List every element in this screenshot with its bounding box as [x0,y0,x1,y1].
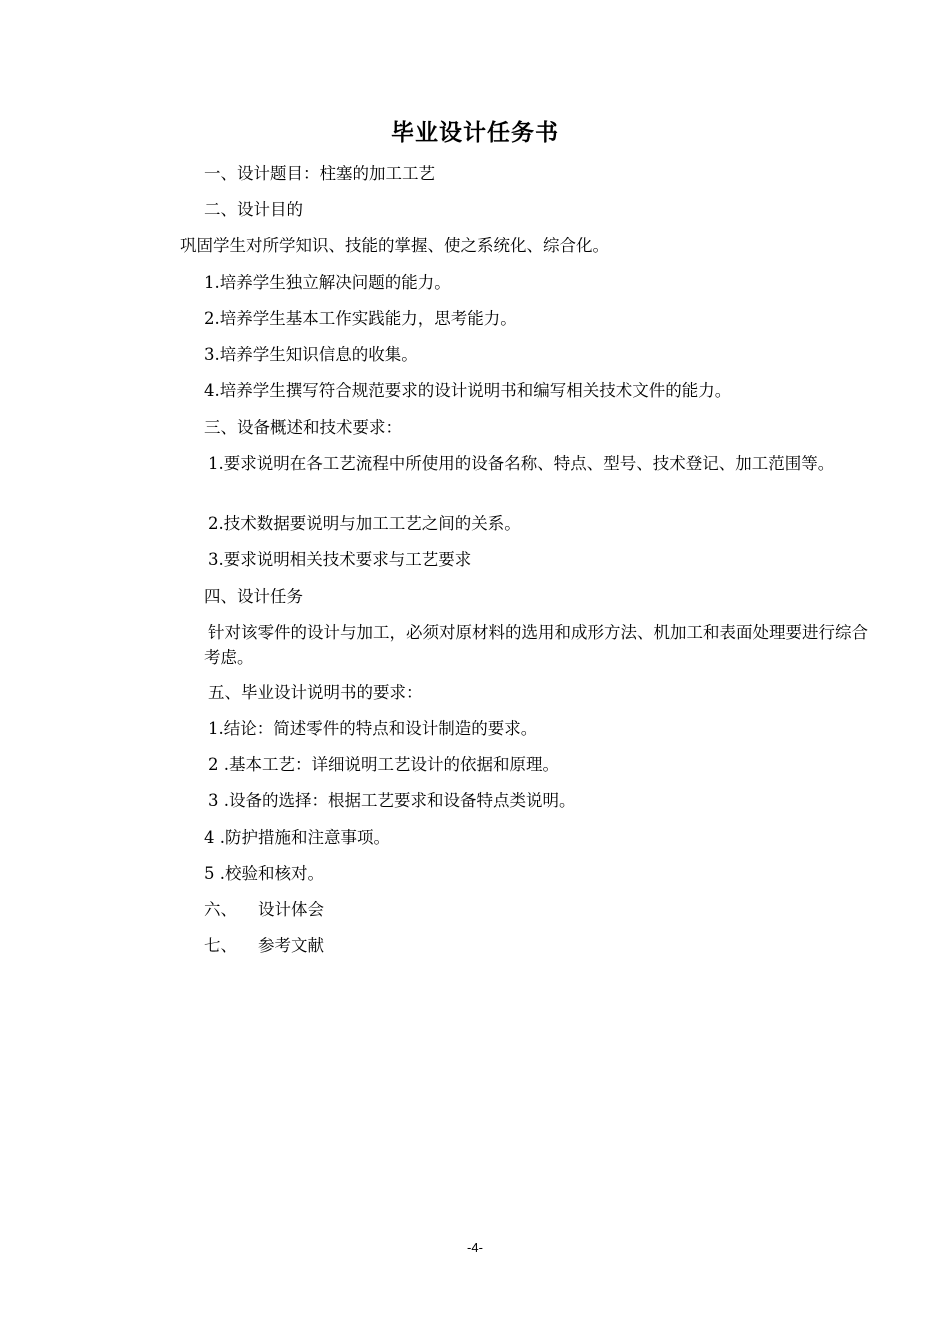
list-item-manual-5: 5 .校验和核对。 [204,864,324,883]
section-heading-task: 四、设计任务 [204,587,303,606]
list-item-manual-3: 3 .设备的选择：根据工艺要求和设备特点类说明。 [208,791,576,810]
section-heading-equipment: 三、设备概述和技术要求： [204,418,402,437]
list-item-equipment-1: 1.要求说明在各工艺流程中所使用的设备名称、特点、型号、技术登记、加工范围等。 [208,454,835,473]
list-item-manual-4: 4 .防护措施和注意事项。 [204,828,390,847]
section-heading-reflection: 六、 设计体会 [204,900,324,919]
section-heading-manual: 五、毕业设计说明书的要求： [208,683,423,702]
list-item-purpose-4: 4.培养学生撰写符合规范要求的设计说明书和编写相关技术文件的能力。 [204,381,732,400]
list-item-equipment-2: 2.技术数据要说明与加工工艺之间的关系。 [208,514,521,533]
section-heading-topic: 一、设计题目：柱塞的加工工艺 [204,164,435,183]
list-item-purpose-2: 2.培养学生基本工作实践能力，思考能力。 [204,309,517,328]
section-heading-purpose: 二、设计目的 [204,200,303,219]
list-item-purpose-3: 3.培养学生知识信息的收集。 [204,345,418,364]
list-item-manual-2: 2 .基本工艺：详细说明工艺设计的依据和原理。 [208,755,559,774]
paragraph-purpose-summary: 巩固学生对所学知识、技能的掌握、使之系统化、综合化。 [180,236,609,255]
section-heading-references: 七、 参考文献 [204,936,324,955]
list-item-purpose-1: 1.培养学生独立解决问题的能力。 [204,273,451,292]
list-item-equipment-3: 3.要求说明相关技术要求与工艺要求 [208,550,472,569]
paragraph-task: 针对该零件的设计与加工，必须对原材料的选用和成形方法、机加工和表面处理要进行综合考虑。 [204,623,868,667]
list-item-manual-1: 1.结论：简述零件的特点和设计制造的要求。 [208,719,538,738]
document-title: 毕业设计任务书 [391,120,559,146]
page-number: -4- [467,1240,483,1255]
